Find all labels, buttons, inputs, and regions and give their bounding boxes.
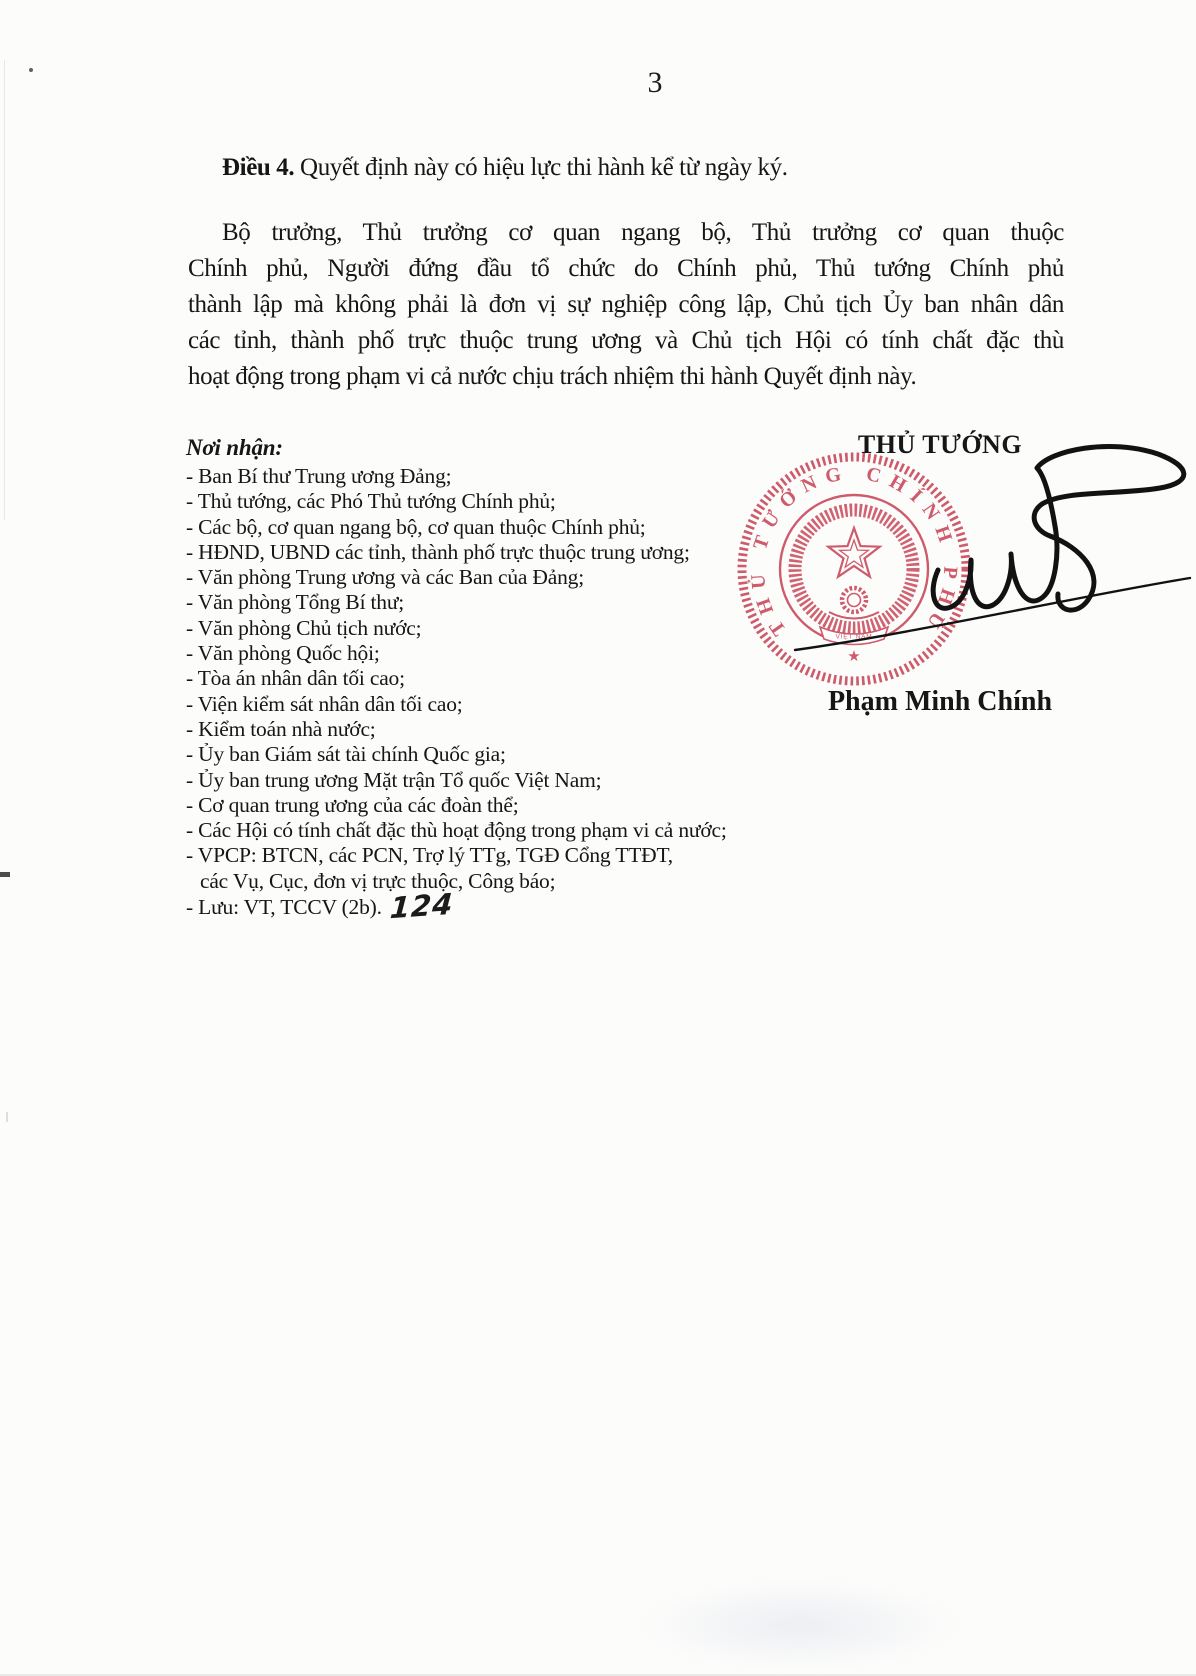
paragraph-line: hoạt động trong phạm vi cả nước chịu trách nhiệm thi hành Quyết định này. xyxy=(188,363,917,390)
recipient-line: - Thủ tướng, các Phó Thủ tướng Chính phủ; xyxy=(186,489,556,514)
closing-paragraph xyxy=(188,215,1064,395)
paragraph-line: các tỉnh, thành phố trực thuộc trung ương và Chủ tịch Hội có tính chất đặc thù xyxy=(188,327,1064,354)
article-4-label: Điều 4. xyxy=(222,154,295,181)
recipient-line: - Viện kiểm sát nhân dân tối cao; xyxy=(186,691,463,716)
article-4-line xyxy=(188,150,1064,186)
signatory-title: THỦ TƯỚNG xyxy=(857,430,1023,459)
recipient-line: - Các bộ, cơ quan ngang bộ, cơ quan thuộc Chính phủ; xyxy=(186,514,646,539)
paragraph-line: Chính phủ, Người đứng đầu tổ chức do Chính phủ, Thủ tướng Chính phủ xyxy=(188,255,1064,282)
paragraph-line: thành lập mà không phải là đơn vị sự nghiệp công lập, Chủ tịch Ủy ban nhân dân xyxy=(188,291,1064,318)
recipient-line: - Văn phòng Trung ương và các Ban của Đảng; xyxy=(186,565,584,590)
recipient-line-continuation: các Vụ, Cục, đơn vị trực thuộc, Công báo; xyxy=(200,868,556,893)
page-number: 3 xyxy=(647,66,663,99)
paragraph-line: Bộ trưởng, Thủ trưởng cơ quan ngang bộ, Thủ trưởng cơ quan thuộc xyxy=(222,219,1064,246)
handwritten-number: 124 xyxy=(388,886,455,926)
article-4-text: Quyết định này có hiệu lực thi hành kể từ ngày ký. xyxy=(294,154,788,181)
recipient-line: - Ban Bí thư Trung ương Đảng; xyxy=(186,464,452,488)
scan-mark xyxy=(6,1112,8,1122)
scan-edge-line xyxy=(4,60,5,520)
recipient-line: - VPCP: BTCN, các PCN, Trợ lý TTg, TGĐ Cổng TTĐT, xyxy=(186,843,673,868)
recipient-line: - HĐND, UBND các tỉnh, thành phố trực thuộc trung ương; xyxy=(186,539,690,564)
recipient-line: - Ủy ban Giám sát tài chính Quốc gia; xyxy=(186,742,506,767)
seal-circular-text: THỦ TƯỚNG CHÍNH PHỦ xyxy=(746,461,962,640)
recipient-line: - Ủy ban trung ương Mặt trận Tổ quốc Việt Nam; xyxy=(186,767,602,792)
recipient-line: - Cơ quan trung ương của các đoàn thể; xyxy=(186,792,519,817)
signer-name: Phạm Minh Chính xyxy=(827,686,1053,717)
recipients-heading: Nơi nhận: xyxy=(186,435,283,460)
document-body xyxy=(188,150,1064,395)
seal-bottom-star-icon: ★ xyxy=(847,649,861,665)
emblem-banner-text: VIỆT NAM xyxy=(835,633,873,641)
recipient-line: - Kiểm toán nhà nước; xyxy=(186,716,376,741)
signature-flourish-line xyxy=(795,578,1190,650)
signature xyxy=(720,420,1196,680)
recipient-line: - Văn phòng Quốc hội; xyxy=(186,641,380,666)
recipient-line: - Văn phòng Tổng Bí thư; xyxy=(186,590,405,615)
recipient-line: - Các Hội có tính chất đặc thù hoạt động trong phạm vi cả nước; xyxy=(186,818,727,843)
recipient-line: - Văn phòng Chủ tịch nước; xyxy=(186,615,422,640)
recipient-line: - Tòa án nhân dân tối cao; xyxy=(186,666,405,691)
luu-text: - Lưu: VT, TCCV (2b). xyxy=(186,895,382,920)
scan-speck xyxy=(29,68,33,72)
scan-watermark xyxy=(640,1580,960,1670)
recipient-line-luu xyxy=(186,886,826,926)
scan-mark xyxy=(0,872,10,877)
